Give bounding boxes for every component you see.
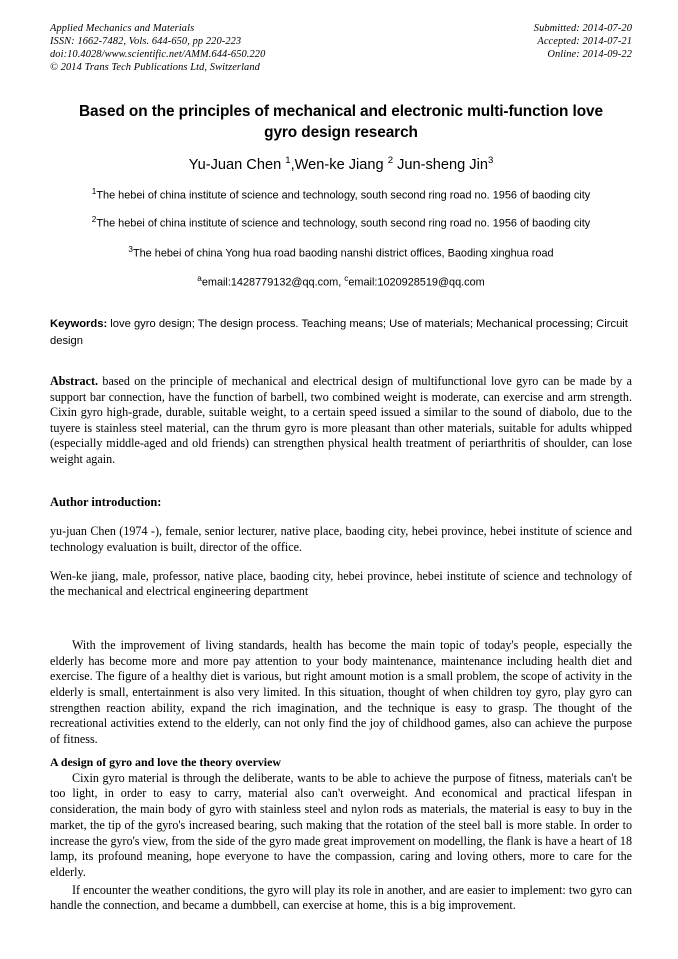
body-paragraph-2: Cixin gyro material is through the deliberate, wants to be able to achieve the purpose of fitness, materials can't be too light, in order to easy to carry, material also can't overweight. And economical and practical lifespan in consideration, the main body of gyro with stainless steel and nylon rods as materials, the material is easy to buy in the market, the tip of the gyro's increased bearing, such making that the rotation of the steel ball is more stable. In order to increase the gyro's view, from the side of the gyro made great improvement on modelling, the flank is have a heart of 18 lamp, its profound meaning, hope everyone to have the compassion, caring and loving others, more to care for the elderly. [50, 770, 632, 879]
submitted-date: Submitted: 2014-07-20 [533, 23, 632, 34]
journal-copyright-line: © 2014 Trans Tech Publications Ltd, Switzerland [50, 62, 260, 74]
email-marker-a: a [197, 273, 202, 283]
body-paragraph-3: If encounter the weather conditions, the gyro will play its role in another, and are easier to implement: two gyro can handle the connection, and became a dumbbell, can exercise at home, this is a big improvement. [50, 882, 632, 913]
author-introduction-paragraph-2: Wen-ke jiang, male, professor, native place, baoding city, hebei province, hebei institute of science and technology of the mechanical and electrical engineering department [50, 568, 632, 599]
journal-name: Applied Mechanics and Materials [50, 23, 195, 34]
author-affil-marker-2: 2 [387, 155, 394, 167]
journal-doi-line: doi:10.4028/www.scientific.net/AMM.644-650.220 [50, 49, 266, 61]
journal-issn-line: ISSN: 1662-7482, Vols. 644-650, pp 220-223 [50, 36, 242, 48]
author-introduction-heading: Author introduction: [50, 495, 162, 510]
affiliation-marker-3: 3 [128, 244, 133, 254]
author-name-2: ,Wen-ke Jiang [290, 157, 388, 174]
email-address-a[interactable]: email:1428779132@qq.com, [201, 276, 345, 289]
body-paragraph-1: With the improvement of living standards, health has become the main topic of today's people, especially the elderly has become more and more pay attention to your body maintenance, maintenance including health diet and exercise. The figure of a healthy diet is various, but right amount motion is a small problem, the scope of activity in the elderly is small, entertainment is also very limited. In this situation, thought of when children toy gyro, play gyro can strengthen reaction ability, expand the rich imagination, and the technique is easy to grasp. The thought of the recreational activities extend to the elderly, can not only find the joy of childhood games, also can achieve the purpose of fitness. [50, 637, 632, 747]
accepted-date: Accepted: 2014-07-21 [537, 36, 632, 48]
paper-title: Based on the principles of mechanical and electronic multi-function love gyro design research [79, 103, 603, 141]
keywords-label: Keywords: [50, 318, 108, 331]
affiliation-1 [50, 185, 632, 203]
affiliation-text-1: The hebei of china institute of science and technology, south second ring road no. 1956 of baoding city [96, 189, 591, 202]
abstract-label: Abstract. [50, 373, 99, 388]
keywords-text: love gyro design; The design process. Teaching means; Use of materials; Mechanical processing; Circuit design [50, 318, 628, 347]
affiliation-text-2: The hebei of china institute of science and technology, south second ring road no. 1956 of baoding city [96, 218, 591, 231]
abstract-block [50, 374, 632, 468]
contact-emails [50, 272, 632, 290]
keywords-block [50, 316, 632, 349]
journal-header [50, 22, 632, 74]
author-name-3: Jun-sheng Jin [393, 157, 488, 174]
affiliation-marker-2: 2 [91, 215, 97, 225]
journal-header-right [534, 22, 632, 61]
abstract-text: based on the principle of mechanical and electrical design of multifunctional love gyro can be made by a support bar connection, have the function of barbell, two combined weight is moderate, can exercise and arm strength. Cixin gyro high-grade, durable, suitable weight, to a certain speed issued a similar to the sound of diabolo, due to the tuyere is stainless steel material, can the thrum gyro is more pleasant than other materials, suitable for adults whipped (especially middle-aged and old friends) can strengthen physical health treatment of periarthritis of shoulder, can lose weight again. [50, 373, 632, 466]
email-address-c[interactable]: email:1020928519@qq.com [348, 276, 485, 289]
affiliation-3 [50, 243, 632, 261]
author-introduction-paragraph-1: yu-juan Chen (1974 -), female, senior lecturer, native place, baoding city, hebei province, hebei institute of science and technology evaluation is built, director of the office. [50, 524, 632, 555]
author-list [50, 152, 632, 174]
author-affil-marker-1: 1 [285, 155, 291, 167]
email-marker-c: c [344, 273, 349, 283]
author-affil-marker-3: 3 [487, 155, 494, 167]
section-subheading-1: A design of gyro and love the theory overview [50, 754, 281, 769]
affiliation-text-3: The hebei of china Yong hua road baoding nanshi district offices, Baoding xinghua road [132, 247, 554, 260]
journal-header-left [50, 22, 265, 74]
affiliation-marker-1: 1 [91, 187, 97, 197]
author-name-1: Yu-Juan Chen [188, 157, 286, 174]
online-date: Online: 2014-09-22 [547, 49, 632, 61]
affiliation-2 [50, 213, 632, 231]
